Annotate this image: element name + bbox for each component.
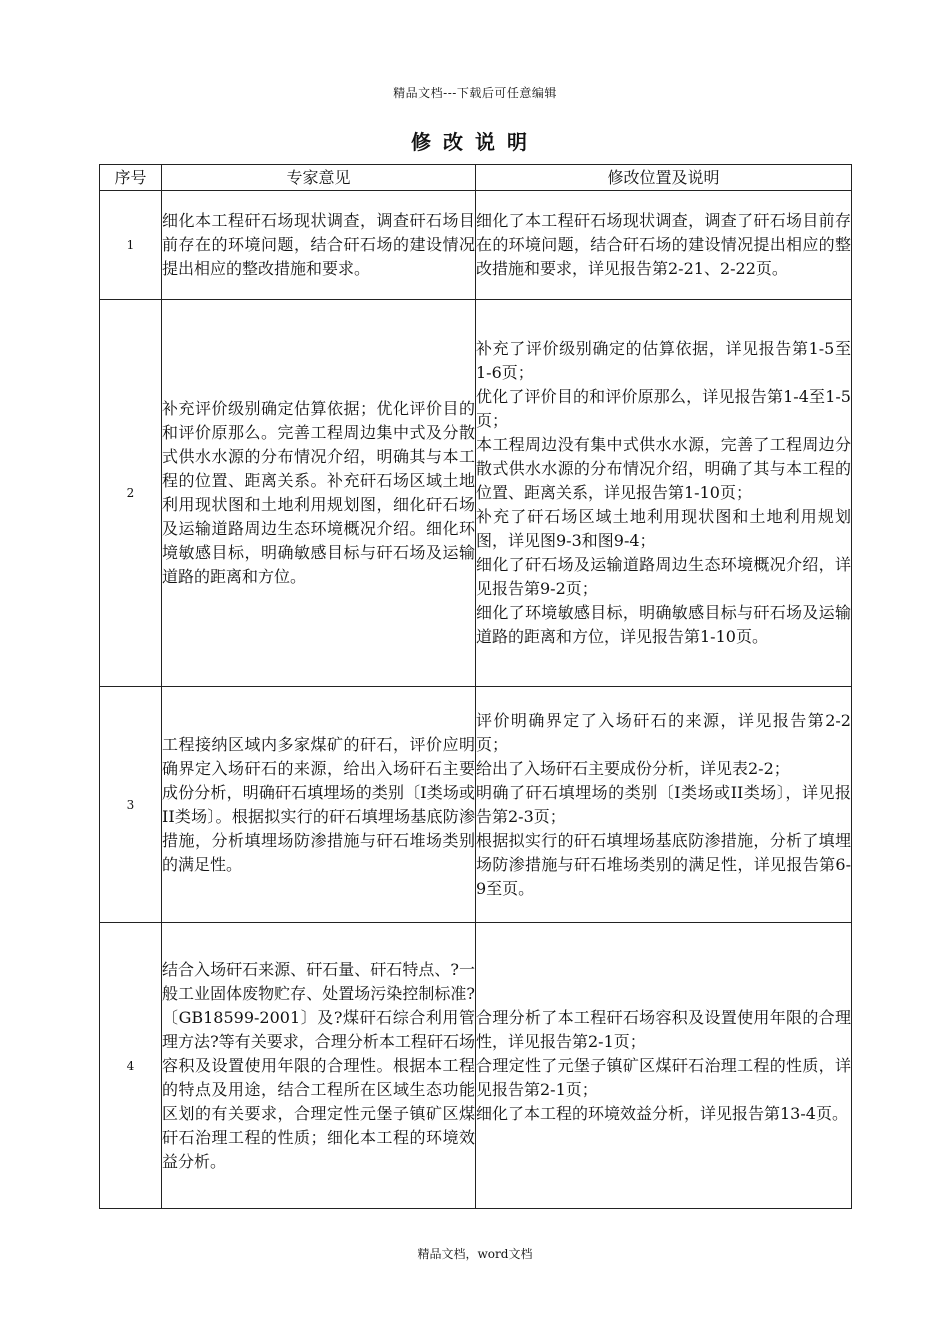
page-title: 修改说明 [411,130,539,154]
revision-note: 补充了评价级别确定的估算依据，详见报告第1-5至1-6页； 优化了评价目的和评价原那么，详见报告第1-4至1-5页； 本工程周边没有集中式供水水源，完善了工程周边分散式供水水源的分布情况介绍，明确了其与本工程的位置、距离关系，详见报告第1-10页； 补充了矸石场区域土地利用现状图和土地利用规划图，详见图9-3和图9-4； 细化了矸石场及运输道路周边生态环境概况介绍，详见报告第9-2页； 细化了环境敏感目标，明确敏感目标与矸石场及运输道路的距离和方位，详见报告第1-10页。 [476,300,852,687]
table-row [100,923,852,1209]
revision-note: 细化了本工程矸石场现状调查，调查了矸石场目前存在的环境问题，结合矸石场的建设情况提出相应的整改措施和要求，详见报告第2-21、2-22页。 [476,191,852,300]
table-row [100,687,852,923]
column-header-opinion: 专家意见 [162,165,476,191]
row-number: 1 [100,191,162,300]
column-header-no: 序号 [100,165,162,191]
table-row [100,191,852,300]
expert-opinion: 细化本工程矸石场现状调查，调查矸石场目前存在的环境问题，结合矸石场的建设情况提出相应的整改措施和要求。 [162,191,476,300]
row-number: 3 [100,687,162,923]
revision-note: 合理分析了本工程矸石场容积及设置使用年限的合理性，详见报告第2-1页； 合理定性了元堡子镇矿区煤矸石治理工程的性质，详见报告第2-1页； 细化了本工程的环境效益分析，详见报告第13-4页。 [476,923,852,1209]
expert-opinion: 结合入场矸石来源、矸石量、矸石特点、?一般工业固体废物贮存、处置场污染控制标准?〔GB18599-2001〕及?煤矸石综合利用管理方法?等有关要求，合理分析本工程矸石场容积及设置使用年限的合理性。根据本工程的特点及用途，结合工程所在区域生态功能区划的有关要求，合理定性元堡子镇矿区煤矸石治理工程的性质；细化本工程的环境效益分析。 [162,923,476,1209]
page-footer: 精品文档，word文档 [417,1247,533,1261]
expert-opinion: 工程接纳区域内多家煤矿的矸石，评价应明确界定入场矸石的来源，给出入场矸石主要成份分析，明确矸石填埋场的类别〔I类场或II类场〕。根据拟实行的矸石填埋场基底防渗措施，分析填埋场防渗措施与矸石堆场类别的满足性。 [162,687,476,923]
row-number: 4 [100,923,162,1209]
page-header: 精品文档---下载后可任意编辑 [393,86,557,100]
row-number: 2 [100,300,162,687]
table-row [100,300,852,687]
revision-note: 评价明确界定了入场矸石的来源，详见报告第2-2页； 给出了入场矸石主要成份分析，详见表2-2； 明确了矸石填埋场的类别〔I类场或II类场〕，详见报告第2-3页； 根据拟实行的矸石填埋场基底防渗措施，分析了填埋场防渗措施与矸石堆场类别的满足性，详见报告第6-9至页。 [476,687,852,923]
table-header-row [100,165,852,191]
revision-table [99,164,852,1209]
column-header-revision: 修改位置及说明 [476,165,852,191]
expert-opinion: 补充评价级别确定估算依据；优化评价目的和评价原那么。完善工程周边集中式及分散式供水水源的分布情况介绍，明确其与本工程的位置、距离关系。补充矸石场区域土地利用现状图和土地利用规划图，细化矸石场及运输道路周边生态环境概况介绍。细化环境敏感目标，明确敏感目标与矸石场及运输道路的距离和方位。 [162,300,476,687]
